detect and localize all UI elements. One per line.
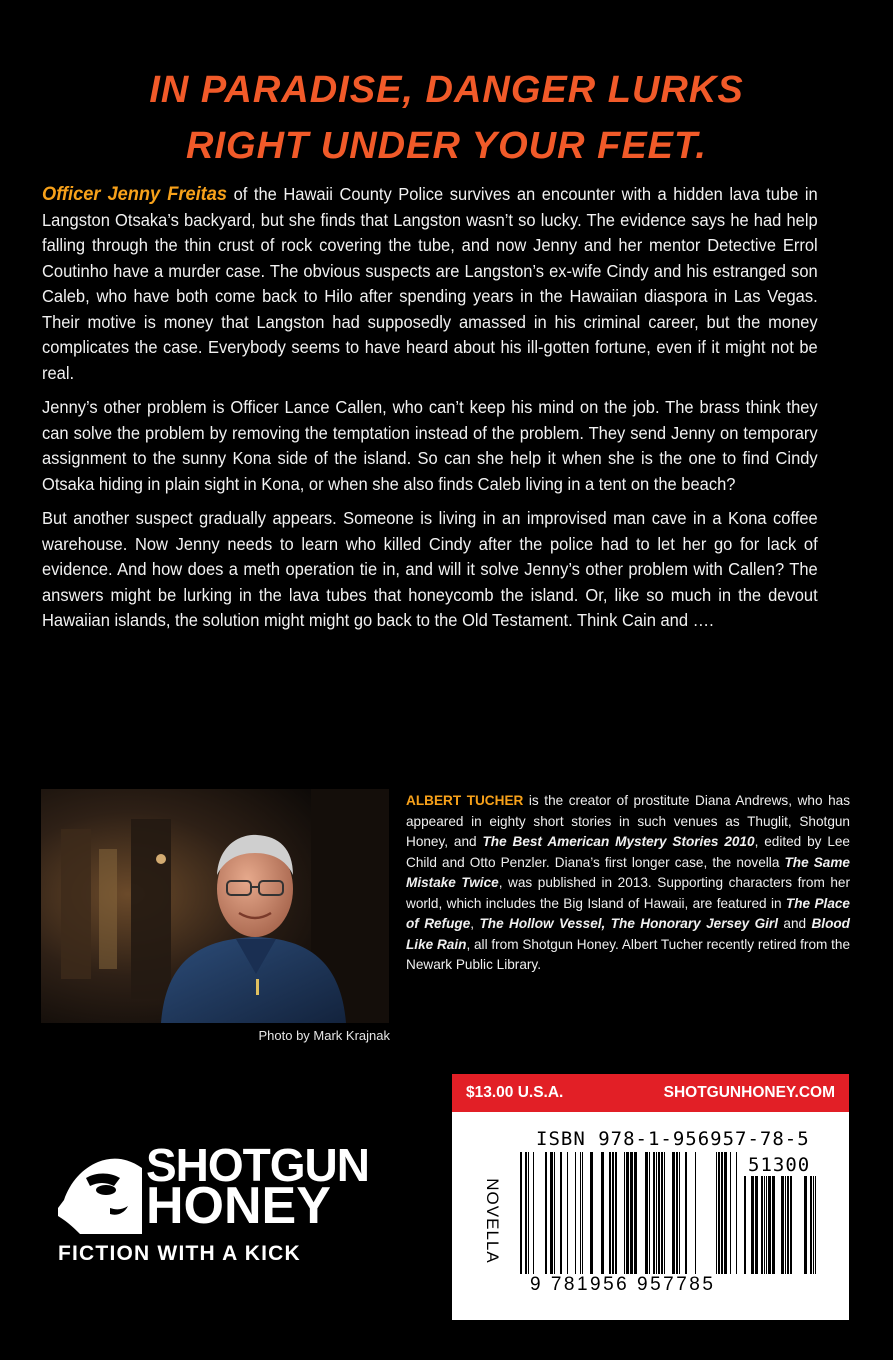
price-barcode-box: [452, 1074, 849, 1320]
barcode-bar: [815, 1176, 816, 1274]
author-bio: [406, 791, 850, 976]
author-photo-image: [41, 789, 389, 1023]
barcode-bar: [649, 1152, 650, 1274]
barcode-bar: [626, 1152, 629, 1274]
headline: [0, 62, 893, 174]
bio-text: , edited by Lee Child and Otto Penzler. Diana’s first longer case, the novella: [406, 834, 850, 870]
barcode-bar: [554, 1152, 555, 1274]
barcode-bar: [721, 1152, 723, 1274]
blurb-p1-text: of the Hawaii County Police survives an encounter with a hidden lava tube in Langston Otsaka’s backyard, but she finds that Langston wasn’t so lucky. The evidence says he had help falling through the thin crust of rock covering the tube, and now Jenny and her mentor Detective Errol Coutinho have a murder case. The obvious suspects are Langston’s ex-wife Cindy and his estranged son Caleb, who have both come back to Hilo after spending years in the Hawaiian diaspora in Las Vegas. Their motive is money that Langston had supposedly amassed in his criminal career, but the money complicates the case. Everybody seems to have heard about his ill-gotten fortune, even if it might not be real.: [42, 184, 818, 383]
barcode-bar: [761, 1176, 763, 1274]
barcode-bar: [624, 1152, 625, 1274]
blurb-paragraph-1: [42, 182, 818, 386]
barcode-bar: [580, 1152, 581, 1274]
barcode-bar: [672, 1152, 675, 1274]
barcode-bar: [664, 1152, 665, 1274]
barcode-bar: [744, 1176, 746, 1274]
barcode-bar: [634, 1152, 637, 1274]
barcode-bar: [755, 1176, 758, 1274]
bio-title: Blood Like Rain: [406, 916, 850, 952]
barcode-bar: [790, 1176, 792, 1274]
barcode-bar: [609, 1152, 611, 1274]
barcode-bar: [590, 1152, 593, 1274]
headline-line-2: RIGHT UNDER YOUR FEET.: [186, 125, 707, 167]
blurb-paragraph-2: Jenny’s other problem is Officer Lance Callen, who can’t keep his mind on the job. The brass think they can solve the problem by removing the temptation instead of the problem. They send Jenny on temporary assignment to the sunny Kona side of the island. So can she help it when she is the one to find Cindy Otsaka hiding in plain sight in Kona, or when she also finds Caleb living in a tent on the beach?: [42, 397, 818, 494]
barcode-bar: [736, 1152, 737, 1274]
website-label: SHOTGUNHONEY.COM: [663, 1084, 835, 1101]
blurb-lead: Officer Jenny Freitas: [42, 184, 228, 205]
barcode-bar: [645, 1152, 648, 1274]
bio-text: , all from Shotgun Honey. Albert Tucher recently retired from the Newark Public Library.: [406, 936, 851, 972]
barcode-bar: [679, 1152, 680, 1274]
bio-text: ,: [470, 916, 480, 931]
barcode-bar: [612, 1152, 614, 1274]
barcode-bar: [615, 1152, 617, 1274]
barcode-bar: [766, 1176, 767, 1274]
category-label: NOVELLA: [483, 1178, 502, 1264]
barcode-bar: [781, 1176, 784, 1274]
isbn-text: ISBN 978-1-956957-78-5: [536, 1128, 810, 1150]
price-label: $13.00 U.S.A.: [466, 1084, 564, 1101]
price-code: 51300: [748, 1154, 811, 1176]
ean-digits: 9 781956 957785: [530, 1274, 716, 1295]
bio-title: The Best American Mystery Stories 2010: [482, 834, 755, 849]
barcode-bar: [545, 1152, 547, 1274]
barcode-bar: [661, 1152, 663, 1274]
publisher-logo: [58, 1138, 368, 1268]
barcode-bar: [772, 1176, 775, 1274]
price-barcode: [744, 1176, 816, 1274]
woman-face-logo-icon: [58, 1138, 142, 1234]
barcode-bar: [730, 1152, 731, 1274]
bio-text: , was published in 2013. Supporting characters from her world, which includes the Big Island of Hawaii, are featured in: [406, 875, 850, 911]
logo-tagline: FICTION WITH A KICK: [58, 1242, 301, 1265]
barcode-bar: [560, 1152, 562, 1274]
blurb: [42, 182, 818, 643]
barcode-bar: [601, 1152, 604, 1274]
barcode-bar: [724, 1152, 727, 1274]
barcode-bar: [520, 1152, 522, 1274]
price-bar: [452, 1074, 849, 1112]
barcode-bar: [550, 1152, 553, 1274]
bio-text: and: [778, 916, 812, 931]
bio-text: is the creator of prostitute Diana Andrews, who has appeared in eighty short stories in such venues as Thuglit, Shotgun Honey, and: [406, 793, 850, 849]
ean-barcode: [520, 1152, 740, 1274]
barcode-bar: [533, 1152, 534, 1274]
barcode-bar: [658, 1152, 660, 1274]
barcode-bar: [567, 1152, 568, 1274]
barcode-bar: [525, 1152, 527, 1274]
barcode-bar: [768, 1176, 771, 1274]
barcode-bar: [813, 1176, 814, 1274]
barcode-bar: [787, 1176, 789, 1274]
barcode-bar: [630, 1152, 633, 1274]
barcode-bar: [528, 1152, 529, 1274]
barcode-bar: [764, 1176, 765, 1274]
photo-credit: Photo by Mark Krajnak: [258, 1028, 390, 1043]
barcode-bar: [653, 1152, 655, 1274]
barcode-bar: [582, 1152, 583, 1274]
blurb-paragraph-3: But another suspect gradually appears. Someone is living in an improvised man cave in a Kona coffee warehouse. Now Jenny needs to learn who killed Cindy after the police had to let her go for lack of evidence. And how does a meth operation tie in, and will it solve Jenny’s other problem with Callen? The answers might be lurking in the lava tubes that honeycomb the island. Or, like so much in the devout Hawaiian islands, the solution might might go back to the Old Testament. Think Cain and ….: [42, 508, 818, 630]
barcode-bar: [575, 1152, 576, 1274]
barcode-bar: [785, 1176, 786, 1274]
headline-line-1: IN PARADISE, DANGER LURKS: [149, 69, 744, 111]
author-name: ALBERT TUCHER: [406, 793, 524, 808]
barcode-bar: [685, 1152, 687, 1274]
barcode-bar: [810, 1176, 812, 1274]
logo-word-honey: HONEY: [146, 1177, 331, 1235]
barcode-bar: [695, 1152, 696, 1274]
bio-title: The Place of Refuge: [406, 895, 850, 931]
barcode-bar: [656, 1152, 657, 1274]
barcode-bar: [804, 1176, 807, 1274]
barcode-bar: [718, 1152, 720, 1274]
author-photo: [41, 789, 389, 1023]
bio-title: The Hollow Vessel, The Honorary Jersey Girl: [479, 916, 779, 931]
logo-word-shotgun: SHOTGUN: [146, 1139, 369, 1191]
barcode-bar: [676, 1152, 678, 1274]
barcode-bar: [751, 1176, 754, 1274]
barcode-bar: [716, 1152, 717, 1274]
bio-title: The Same Mistake Twice: [406, 854, 850, 890]
